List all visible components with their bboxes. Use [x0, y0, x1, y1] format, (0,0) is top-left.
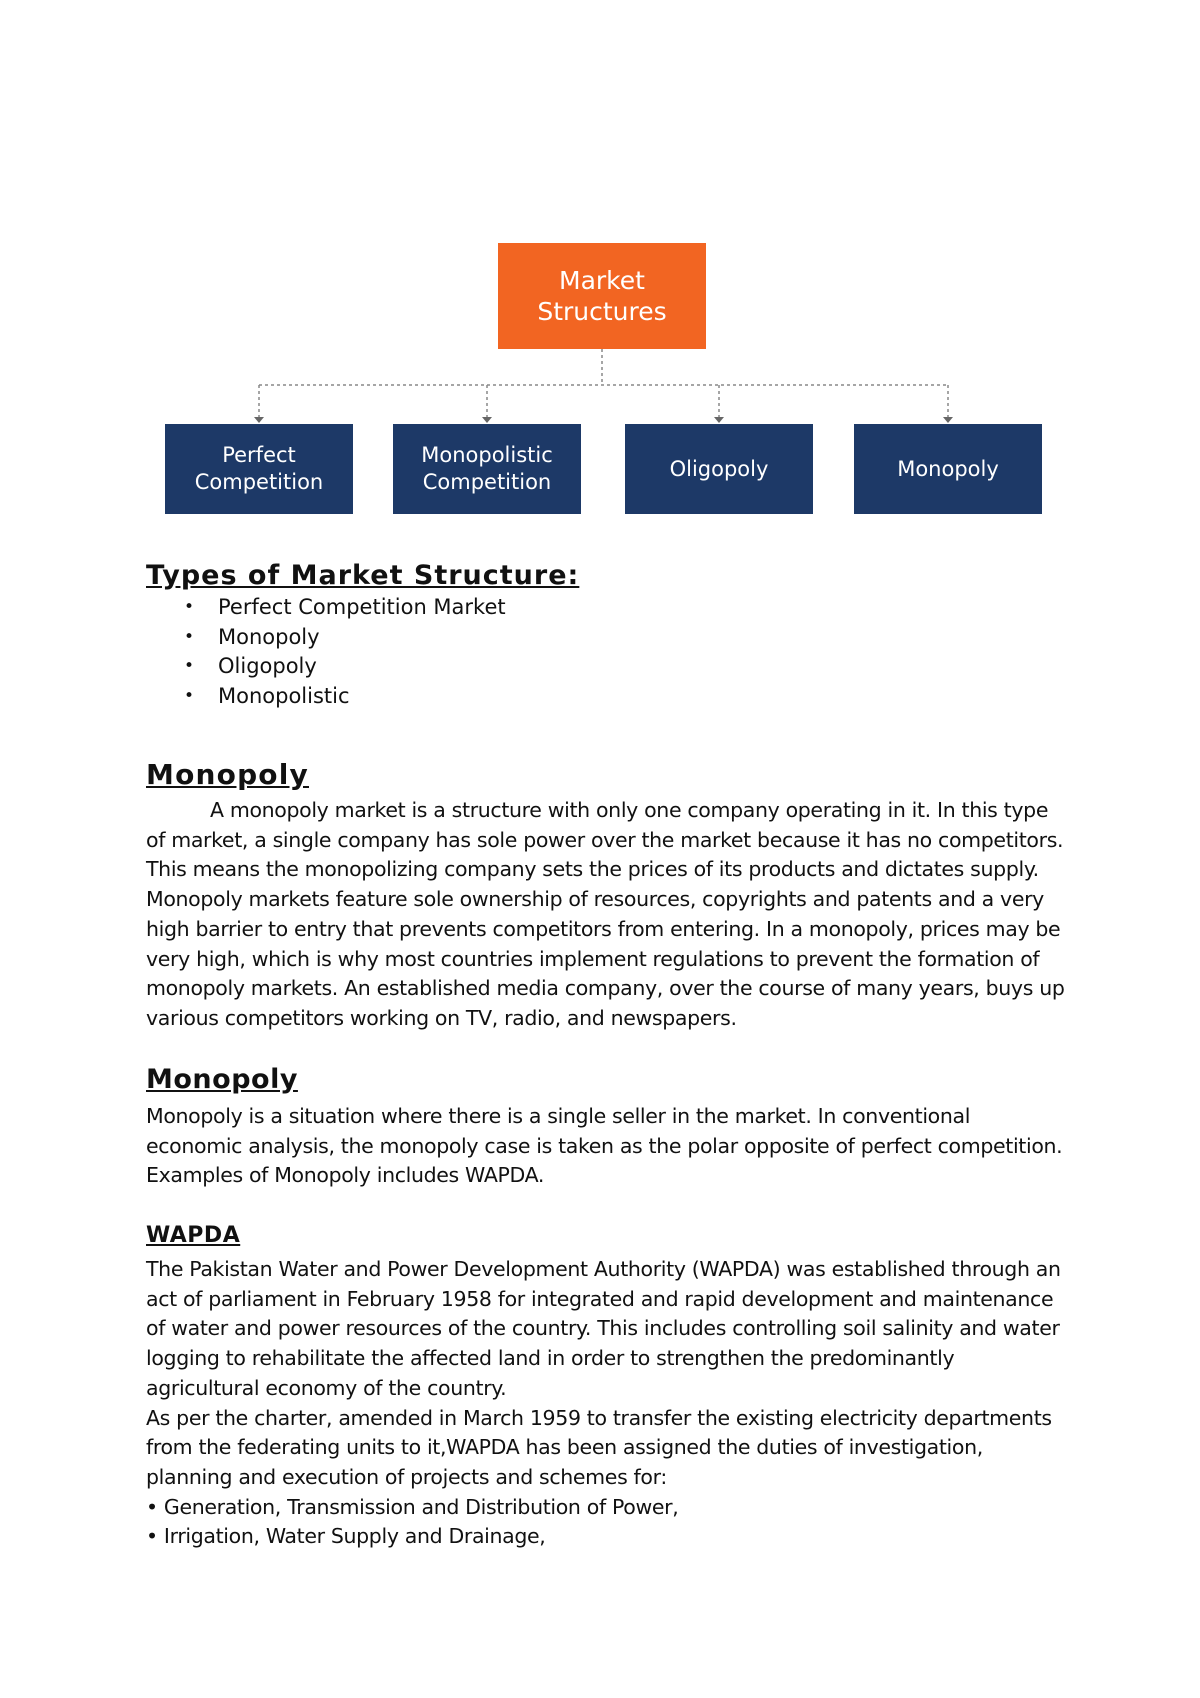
arrowhead-2: [482, 417, 492, 423]
node-label-line1: Perfect: [222, 443, 296, 467]
wapda-bullet-2: • Irrigation, Water Supply and Drainage,: [146, 1524, 546, 1549]
arrowhead-1: [254, 417, 264, 423]
monopoly-heading-1: Monopoly: [146, 758, 309, 791]
list-item: • Monopoly: [146, 623, 506, 653]
list-item: • Oligopoly: [146, 652, 506, 682]
node-label-line2: Competition: [422, 470, 552, 494]
wapda-paragraph-2: As per the charter, amended in March 1959 to transfer the existing electricity departments from the federating units to it,WAPDA has been assigned the duties of investigation, planning and execution of projects and schemes for:: [146, 1405, 1052, 1489]
monopoly-heading-2: Monopoly: [146, 1064, 298, 1095]
diagram-node-oligopoly: [625, 424, 813, 514]
diagram-node-monopolistic-competition: [393, 424, 581, 514]
node-label-line2: Competition: [194, 470, 324, 494]
root-label-line1: Market: [559, 266, 645, 295]
monopoly-paragraph-2: Monopoly is a situation where there is a single seller in the market. In conventional economic analysis, the monopoly case is taken as the polar opposite of perfect competition. Examples of Monopoly includes WAPDA.: [146, 1104, 1063, 1188]
arrowhead-3: [714, 417, 724, 423]
types-heading: Types of Market Structure:: [146, 560, 580, 591]
diagram-node-monopoly: [854, 424, 1042, 514]
node-label-line1: Monopoly: [897, 456, 999, 481]
wapda-section: [146, 1255, 1066, 1552]
root-label-line2: Structures: [537, 297, 667, 326]
wapda-heading: WAPDA: [146, 1223, 241, 1248]
arrowhead-4: [943, 417, 953, 423]
monopoly-paragraph-1: A monopoly market is a structure with only one company operating in it. In this type of market, a single company has sole power over the market because it has no competitors. This means the monopolizing company sets the prices of its products and dictates supply. Monopoly markets feature sole ownership of resources, copyrights and patents and a very high barrier to entry that prevents competitors from entering. In a monopoly, prices may be very high, which is why most countries implement regulations to prevent the formation of monopoly markets. An established media company, over the course of many years, buys up various competitors working on TV, radio, and newspapers.: [146, 798, 1065, 1030]
types-list: [146, 593, 506, 711]
list-item: • Monopolistic: [146, 682, 506, 712]
wapda-bullet-1: • Generation, Transmission and Distribution of Power,: [146, 1494, 679, 1519]
list-item: • Perfect Competition Market: [146, 593, 506, 623]
market-structures-diagram: [0, 0, 1200, 540]
wapda-paragraph-1: The Pakistan Water and Power Development Authority (WAPDA) was established through an act of parliament in February 1958 for integrated and rapid development and maintenance of water and power resources of the country. This includes controlling soil salinity and water logging to rehabilitate the affected land in order to strengthen the predominantly agricultural economy of the country.: [146, 1257, 1061, 1400]
node-label-line1: Oligopoly: [669, 456, 769, 481]
diagram-node-perfect-competition: [165, 424, 353, 514]
node-label-line1: Monopolistic: [421, 443, 553, 467]
diagram-root-market-structures: [498, 243, 706, 349]
